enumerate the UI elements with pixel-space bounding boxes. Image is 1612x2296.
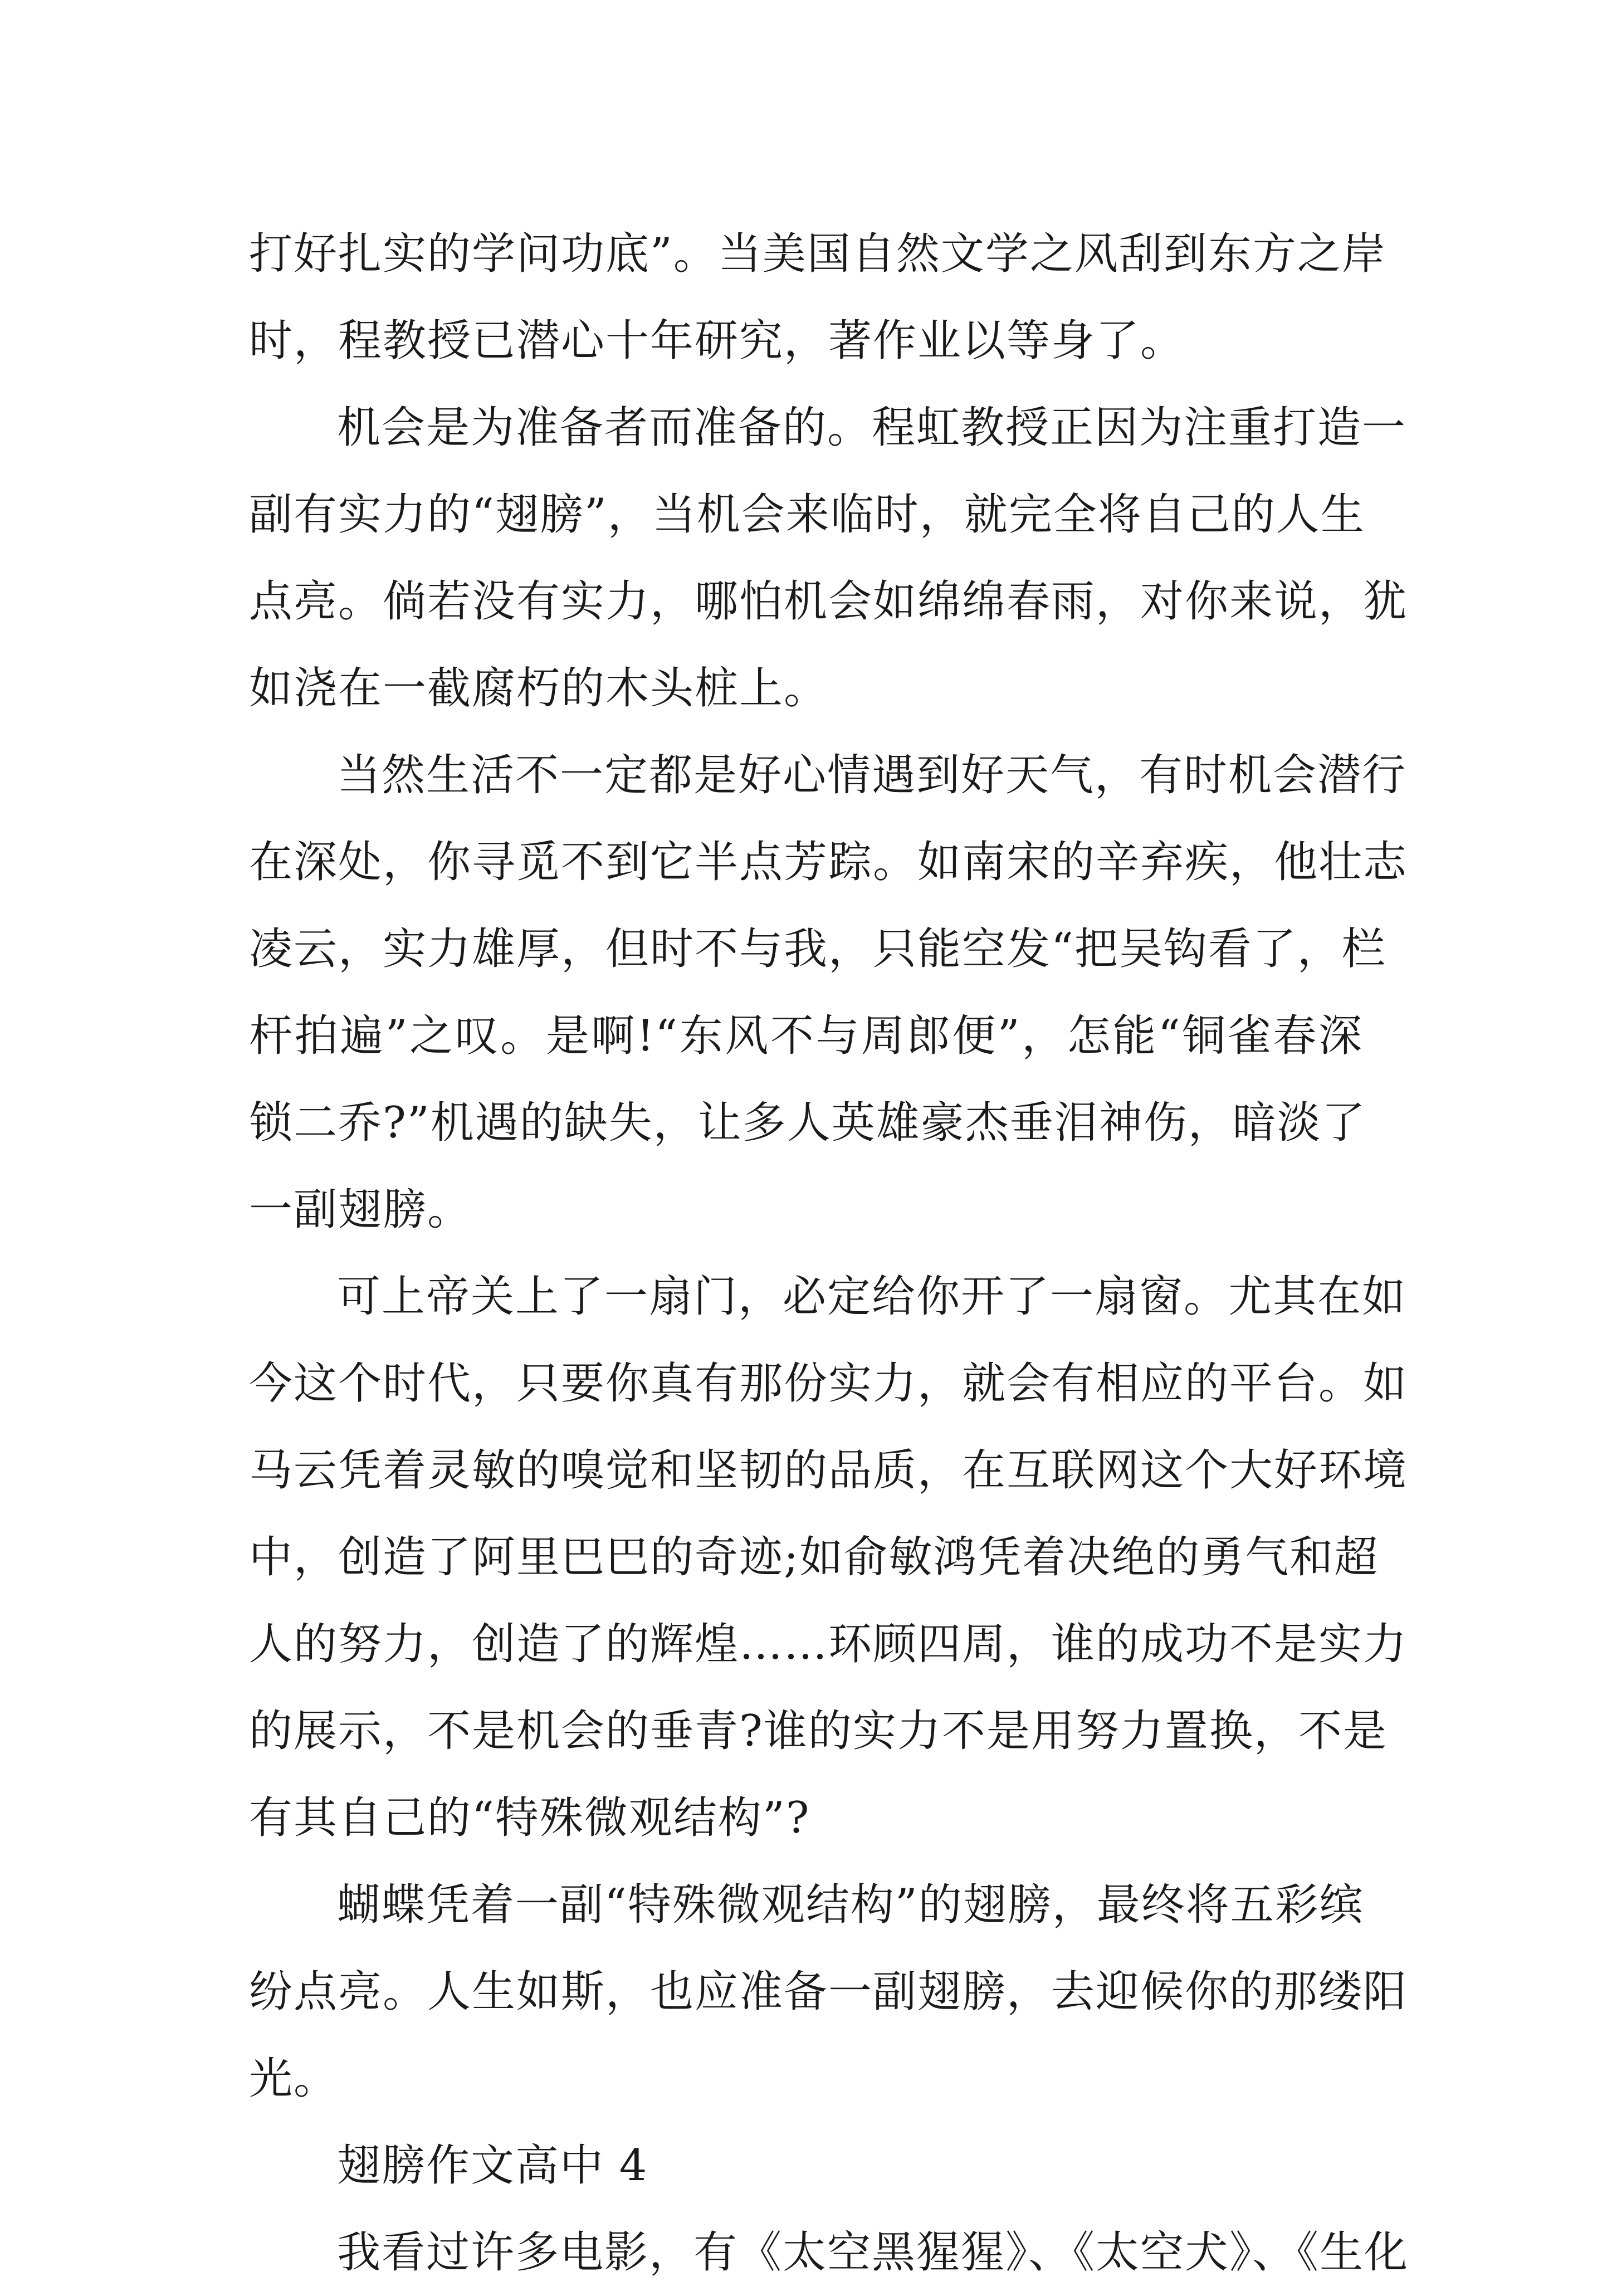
paragraph-line: 中，创造了阿里巴巴的奇迹;如俞敏鸿凭着决绝的勇气和超 bbox=[249, 1532, 1379, 1582]
paragraph-line: 蝴蝶凭着一副“特殊微观结构”的翅膀，最终将五彩缤 bbox=[337, 1880, 1364, 1930]
paragraph-line: 时，程教授已潜心十年研究，著作业以等身了。 bbox=[249, 316, 1185, 366]
paragraph-line: 在深处，你寻觅不到它半点芳踪。如南宋的辛弃疾，他壮志 bbox=[249, 837, 1408, 887]
paragraph-line: 光。 bbox=[249, 2054, 339, 2104]
paragraph-line: 杆拍遍”之叹。是啊!“东风不与周郎便”，怎能“铜雀春深 bbox=[249, 1011, 1363, 1061]
paragraph-line: 我看过许多电影，有《太空黑猩猩》、《太空犬》、《生化 bbox=[337, 2227, 1409, 2278]
paragraph-line: 纷点亮。人生如斯，也应准备一副翅膀，去迎候你的那缕阳 bbox=[249, 1967, 1408, 2017]
paragraph-line: 可上帝关上了一扇门，必定给你开了一扇窗。尤其在如 bbox=[337, 1272, 1407, 1322]
paragraph-line: 今这个时代，只要你真有那份实力，就会有相应的平台。如 bbox=[249, 1359, 1408, 1409]
paragraph-line: 有其自己的“特殊微观结构”? bbox=[249, 1793, 810, 1843]
paragraph-line: 锁二乔?”机遇的缺失，让多人英雄豪杰垂泪神伤，暗淡了 bbox=[249, 1098, 1366, 1148]
paragraph-line: 点亮。倘若没有实力，哪怕机会如绵绵春雨，对你来说，犹 bbox=[249, 577, 1408, 627]
paragraph-line: 打好扎实的学问功底”。当美国自然文学之风刮到东方之岸 bbox=[249, 229, 1386, 279]
paragraph-line: 马云凭着灵敏的嗅觉和坚韧的品质，在互联网这个大好环境 bbox=[249, 1445, 1408, 1496]
paragraph-line: 当然生活不一定都是好心情遇到好天气，有时机会潜行 bbox=[337, 750, 1407, 800]
paragraph-line: 的展示，不是机会的垂青?谁的实力不是用努力置换，不是 bbox=[249, 1706, 1388, 1756]
paragraph-line: 一副翅膀。 bbox=[249, 1185, 472, 1235]
paragraph-line: 凌云，实力雄厚，但时不与我，只能空发“把吴钩看了，栏 bbox=[249, 924, 1386, 974]
essay-text bbox=[249, 211, 1409, 2296]
paragraph-line: 机会是为准备者而准备的。程虹教授正因为注重打造一 bbox=[337, 403, 1407, 453]
paragraph-line: 如浇在一截腐朽的木头桩上。 bbox=[249, 663, 829, 714]
section-heading: 翅膀作文高中 4 bbox=[337, 2141, 648, 2191]
paragraph-line: 副有实力的“翅膀”，当机会来临时，就完全将自己的人生 bbox=[249, 490, 1365, 540]
paragraph-line: 人的努力，创造了的辉煌……环顾四周，谁的成功不是实力 bbox=[249, 1619, 1408, 1669]
